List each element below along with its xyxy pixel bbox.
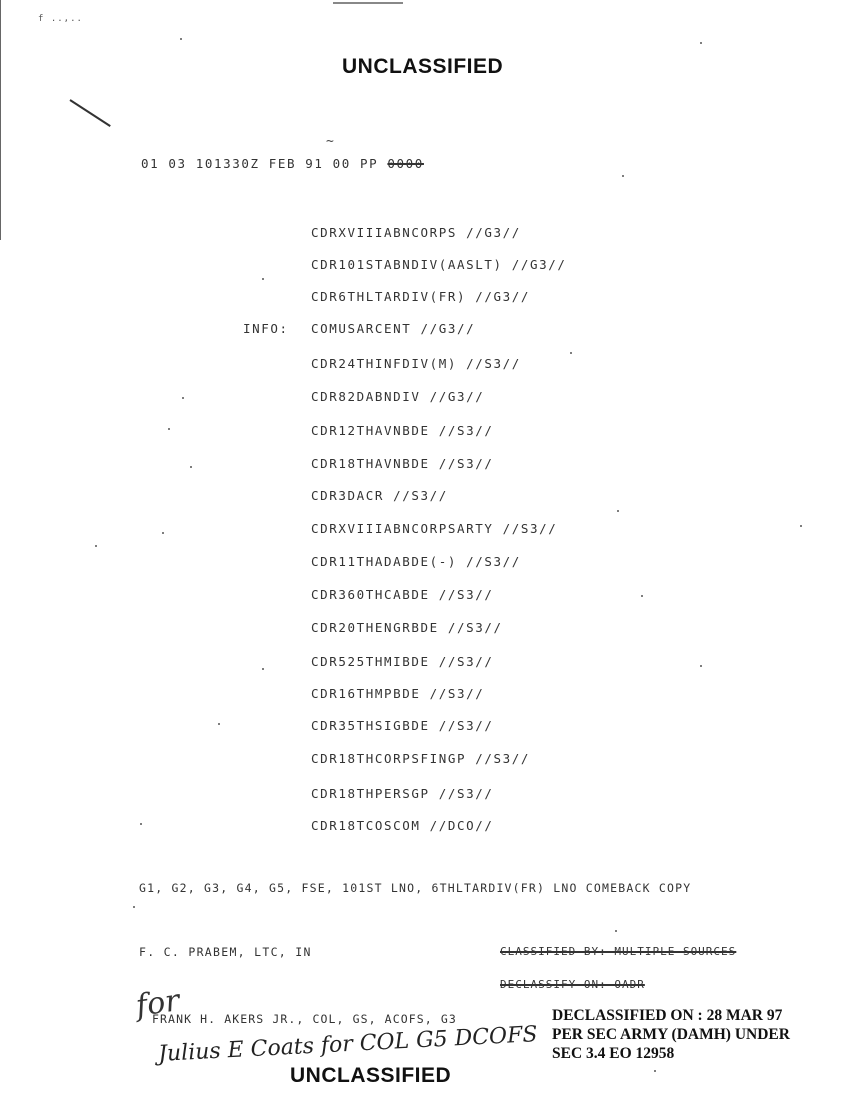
left-edge-line bbox=[0, 0, 1, 240]
declassification-stamp-line: PER SEC ARMY (DAMH) UNDER bbox=[552, 1026, 790, 1043]
speck bbox=[654, 1070, 656, 1072]
info-addressee: CDR18TCOSCOM //DCO// bbox=[311, 818, 494, 833]
signer-line: FRANK H. AKERS JR., COL, GS, ACOFS, G3 bbox=[152, 1012, 457, 1026]
handwritten-for: for bbox=[133, 983, 182, 1024]
message-dtg: 01 03 101330Z FEB 91 00 PP bbox=[141, 156, 379, 171]
declassification-stamp bbox=[552, 1006, 790, 1063]
speck bbox=[700, 42, 702, 44]
declassify-on-struck: DECLASSIFY ON: OADR bbox=[500, 978, 645, 991]
speck bbox=[180, 38, 182, 40]
action-addressee: CDRXVIIIABNCORPS //G3// bbox=[311, 225, 521, 240]
info-addressee: CDR18THAVNBDE //S3// bbox=[311, 456, 494, 471]
speck bbox=[162, 532, 164, 534]
info-addressee: CDR3DACR //S3// bbox=[311, 488, 448, 503]
message-header-line bbox=[141, 156, 424, 171]
action-addressee: CDR6THLTARDIV(FR) //G3// bbox=[311, 289, 531, 304]
corner-mark: f ..,.. bbox=[38, 14, 83, 24]
speck bbox=[800, 525, 802, 527]
info-addressee: CDR82DABNDIV //G3// bbox=[311, 389, 485, 404]
distribution-line: G1, G2, G3, G4, G5, FSE, 101ST LNO, 6THLTARDIV(FR) LNO COMEBACK COPY bbox=[139, 881, 692, 895]
info-addressee: CDR18THCORPSFINGP //S3// bbox=[311, 751, 531, 766]
info-addressee: CDR11THADABDE(-) //S3// bbox=[311, 554, 521, 569]
info-addressee: CDR18THPERSGP //S3// bbox=[311, 786, 494, 801]
declassification-stamp-line: SEC 3.4 EO 12958 bbox=[552, 1045, 675, 1062]
speck bbox=[615, 930, 617, 932]
speck bbox=[168, 428, 170, 430]
diagonal-tick-mark bbox=[69, 99, 110, 127]
handwritten-signature: Julius E Coats for COL G5 DCOFS bbox=[157, 1022, 539, 1067]
small-scribble-mark: ~ bbox=[326, 134, 334, 149]
speck bbox=[95, 545, 97, 547]
action-addressee: CDR101STABNDIV(AASLT) //G3// bbox=[311, 257, 567, 272]
speck bbox=[570, 352, 572, 354]
info-addressee: CDRXVIIIABNCORPSARTY //S3// bbox=[311, 521, 558, 536]
speck bbox=[617, 510, 619, 512]
speck bbox=[133, 906, 135, 908]
struck-header-code: 0000 bbox=[387, 156, 424, 171]
info-addressee: CDR525THMIBDE //S3// bbox=[311, 654, 494, 669]
speck bbox=[140, 823, 142, 825]
speck bbox=[700, 665, 702, 667]
speck bbox=[262, 668, 264, 670]
info-addressee: CDR16THMPBDE //S3// bbox=[311, 686, 485, 701]
speck bbox=[182, 397, 184, 399]
classification-banner-bottom: UNCLASSIFIED bbox=[290, 1064, 452, 1087]
speck bbox=[190, 466, 192, 468]
classification-banner-top: UNCLASSIFIED bbox=[342, 55, 504, 78]
info-label: INFO: bbox=[243, 321, 289, 336]
top-scan-mark bbox=[333, 2, 403, 4]
declassification-stamp-line: DECLASSIFIED ON : 28 MAR 97 bbox=[552, 1007, 783, 1024]
info-addressee: CDR12THAVNBDE //S3// bbox=[311, 423, 494, 438]
info-addressee: CDR360THCABDE //S3// bbox=[311, 587, 494, 602]
speck bbox=[218, 723, 220, 725]
info-addressee: CDR24THINFDIV(M) //S3// bbox=[311, 356, 521, 371]
speck bbox=[262, 278, 264, 280]
speck bbox=[622, 175, 624, 177]
info-addressee: CDR20THENGRBDE //S3// bbox=[311, 620, 503, 635]
prepared-by: F. C. PRABEM, LTC, IN bbox=[139, 945, 312, 959]
info-addressee: COMUSARCENT //G3// bbox=[311, 321, 476, 336]
info-addressee: CDR35THSIGBDE //S3// bbox=[311, 718, 494, 733]
classified-by-struck: CLASSIFIED BY: MULTIPLE SOURCES bbox=[500, 945, 737, 958]
speck bbox=[641, 595, 643, 597]
